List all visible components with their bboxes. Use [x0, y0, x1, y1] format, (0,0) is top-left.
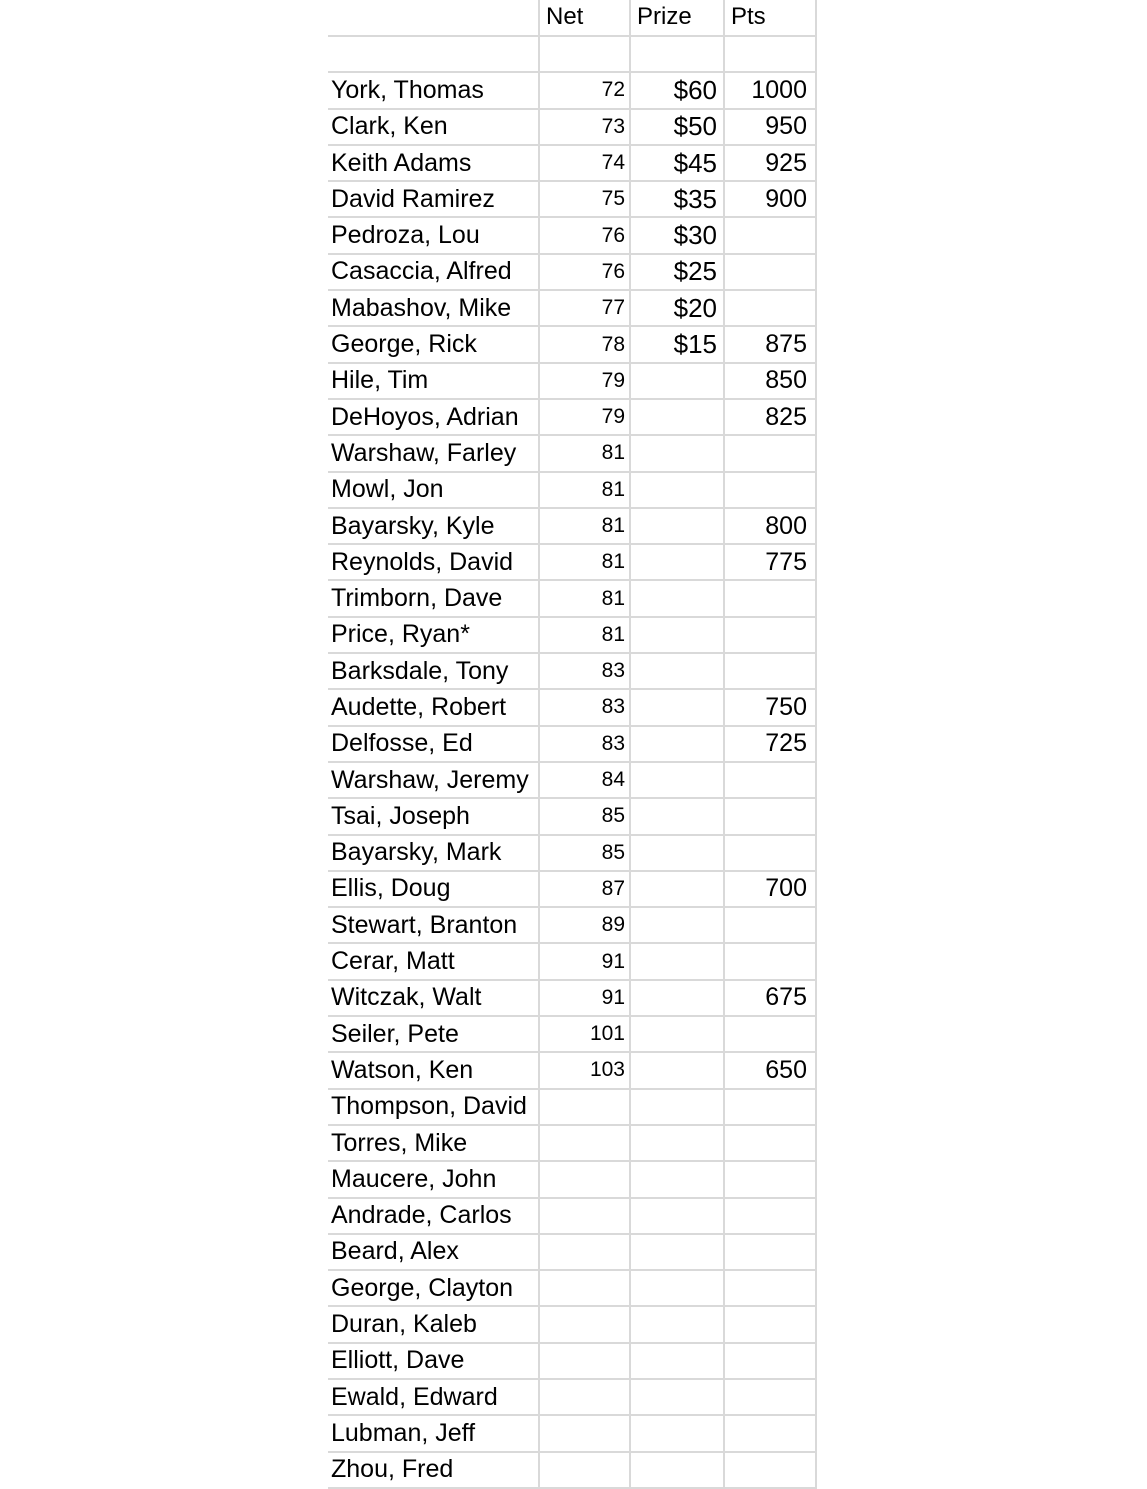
name-cell[interactable]: Maucere, John [328, 1161, 539, 1197]
table-row [328, 363, 816, 399]
net-cell[interactable]: 83 [539, 689, 630, 725]
pts-cell[interactable] [724, 1089, 816, 1125]
prize-cell[interactable] [630, 907, 724, 943]
net-cell[interactable]: 76 [539, 217, 630, 253]
name-cell[interactable]: Ewald, Edward [328, 1379, 539, 1415]
prize-cell[interactable] [630, 1198, 724, 1234]
header-prize[interactable]: Prize [630, 0, 724, 36]
name-cell[interactable]: Pedroza, Lou [328, 217, 539, 253]
table-row [328, 254, 816, 290]
pts-cell[interactable] [724, 1452, 816, 1488]
prize-cell[interactable] [630, 399, 724, 435]
pts-cell[interactable] [724, 1161, 816, 1197]
pts-cell[interactable] [724, 1198, 816, 1234]
table-row [328, 1198, 816, 1234]
net-cell[interactable]: 84 [539, 762, 630, 798]
table-row [328, 762, 816, 798]
pts-cell[interactable]: 775 [724, 544, 816, 580]
prize-cell[interactable]: $30 [630, 217, 724, 253]
table-row [328, 580, 816, 616]
header-pts[interactable]: Pts [724, 0, 816, 36]
prize-cell[interactable]: $60 [630, 72, 724, 108]
prize-cell[interactable]: $15 [630, 326, 724, 362]
prize-cell[interactable]: $20 [630, 290, 724, 326]
table-row [328, 871, 816, 907]
pts-cell[interactable]: 1000 [724, 72, 816, 108]
pts-cell[interactable] [724, 1270, 816, 1306]
table-row [328, 1016, 816, 1052]
table-row [328, 907, 816, 943]
table-row [328, 943, 816, 979]
pts-cell[interactable] [724, 254, 816, 290]
prize-cell[interactable] [630, 1234, 724, 1270]
pts-cell[interactable]: 825 [724, 399, 816, 435]
net-cell[interactable] [539, 1089, 630, 1125]
pts-cell[interactable] [724, 617, 816, 653]
table-row [328, 1234, 816, 1270]
pts-cell[interactable] [724, 580, 816, 616]
pts-cell[interactable] [724, 290, 816, 326]
pts-cell[interactable]: 750 [724, 689, 816, 725]
net-cell[interactable]: 81 [539, 580, 630, 616]
net-cell[interactable]: 75 [539, 181, 630, 217]
net-cell[interactable]: 103 [539, 1052, 630, 1088]
table-row [328, 1452, 816, 1488]
prize-cell[interactable] [630, 1452, 724, 1488]
pts-cell[interactable] [724, 1415, 816, 1451]
net-cell[interactable]: 81 [539, 544, 630, 580]
prize-cell[interactable] [630, 1306, 724, 1342]
net-cell[interactable]: 101 [539, 1016, 630, 1052]
pts-cell[interactable]: 700 [724, 871, 816, 907]
table-row [328, 181, 816, 217]
net-cell[interactable]: 78 [539, 326, 630, 362]
prize-cell[interactable] [630, 1270, 724, 1306]
name-cell[interactable]: Ellis, Doug [328, 871, 539, 907]
net-cell[interactable]: 79 [539, 363, 630, 399]
pts-cell[interactable] [724, 1343, 816, 1379]
net-cell[interactable] [539, 1125, 630, 1161]
prize-cell[interactable] [630, 580, 724, 616]
table-row [328, 1343, 816, 1379]
table-row [328, 835, 816, 871]
results-table [328, 0, 817, 1489]
table-row [328, 1306, 816, 1342]
prize-cell[interactable] [630, 435, 724, 471]
header-name[interactable] [328, 0, 539, 36]
pts-cell[interactable]: 950 [724, 109, 816, 145]
name-cell[interactable]: Beard, Alex [328, 1234, 539, 1270]
pts-cell[interactable]: 900 [724, 181, 816, 217]
prize-cell[interactable] [630, 798, 724, 834]
pts-cell[interactable]: 875 [724, 326, 816, 362]
name-cell[interactable]: Seiler, Pete [328, 1016, 539, 1052]
net-cell[interactable] [539, 1306, 630, 1342]
pts-cell[interactable]: 725 [724, 726, 816, 762]
results-sheet [328, 0, 816, 1489]
table-row [328, 689, 816, 725]
table-row [328, 508, 816, 544]
name-cell[interactable]: Torres, Mike [328, 1125, 539, 1161]
name-cell[interactable]: Reynolds, David [328, 544, 539, 580]
pts-cell[interactable] [724, 1234, 816, 1270]
table-row [328, 1270, 816, 1306]
net-cell[interactable]: 91 [539, 943, 630, 979]
table-row [328, 109, 816, 145]
pts-cell[interactable] [724, 1125, 816, 1161]
prize-cell[interactable] [630, 653, 724, 689]
pts-cell[interactable] [724, 435, 816, 471]
header-row [328, 0, 816, 36]
name-cell[interactable]: George, Rick [328, 326, 539, 362]
net-cell[interactable] [539, 1161, 630, 1197]
name-cell[interactable]: Witczak, Walt [328, 980, 539, 1016]
pts-cell[interactable] [724, 1016, 816, 1052]
name-cell[interactable]: George, Clayton [328, 1270, 539, 1306]
table-row [328, 980, 816, 1016]
name-cell[interactable]: Andrade, Carlos [328, 1198, 539, 1234]
table-row [328, 798, 816, 834]
net-cell[interactable] [539, 1198, 630, 1234]
prize-cell[interactable] [630, 726, 724, 762]
name-cell[interactable]: Mowl, Jon [328, 472, 539, 508]
name-cell[interactable]: Lubman, Jeff [328, 1415, 539, 1451]
name-cell[interactable]: Bayarsky, Kyle [328, 508, 539, 544]
pts-cell[interactable] [724, 943, 816, 979]
table-row [328, 1379, 816, 1415]
name-cell[interactable]: Bayarsky, Mark [328, 835, 539, 871]
net-cell[interactable]: 81 [539, 435, 630, 471]
net-cell[interactable]: 85 [539, 798, 630, 834]
prize-cell[interactable] [630, 1089, 724, 1125]
name-cell[interactable]: Warshaw, Farley [328, 435, 539, 471]
name-cell[interactable]: Delfosse, Ed [328, 726, 539, 762]
table-row [328, 72, 816, 108]
pts-cell[interactable] [724, 1306, 816, 1342]
prize-cell[interactable] [630, 762, 724, 798]
prize-cell[interactable] [630, 689, 724, 725]
net-cell[interactable]: 72 [539, 72, 630, 108]
empty-cell[interactable] [539, 36, 630, 72]
table-row [328, 653, 816, 689]
net-cell[interactable]: 73 [539, 109, 630, 145]
table-row [328, 617, 816, 653]
name-cell[interactable]: Cerar, Matt [328, 943, 539, 979]
net-cell[interactable] [539, 1343, 630, 1379]
header-net[interactable]: Net [539, 0, 630, 36]
prize-cell[interactable] [630, 1379, 724, 1415]
pts-cell[interactable] [724, 907, 816, 943]
pts-cell[interactable]: 925 [724, 145, 816, 181]
prize-cell[interactable] [630, 980, 724, 1016]
pts-cell[interactable]: 850 [724, 363, 816, 399]
name-cell[interactable]: Barksdale, Tony [328, 653, 539, 689]
table-row [328, 1415, 816, 1451]
table-row [328, 399, 816, 435]
name-cell[interactable]: Elliott, Dave [328, 1343, 539, 1379]
pts-cell[interactable] [724, 217, 816, 253]
net-cell[interactable]: 81 [539, 617, 630, 653]
net-cell[interactable]: 74 [539, 145, 630, 181]
prize-cell[interactable] [630, 472, 724, 508]
net-cell[interactable]: 81 [539, 508, 630, 544]
name-cell[interactable]: Hile, Tim [328, 363, 539, 399]
name-cell[interactable]: DeHoyos, Adrian [328, 399, 539, 435]
empty-cell[interactable] [328, 36, 539, 72]
table-row [328, 326, 816, 362]
name-cell[interactable]: Thompson, David [328, 1089, 539, 1125]
name-cell[interactable]: Clark, Ken [328, 109, 539, 145]
table-row [328, 435, 816, 471]
empty-cell[interactable] [724, 36, 816, 72]
table-row [328, 1089, 816, 1125]
prize-cell[interactable] [630, 1161, 724, 1197]
name-cell[interactable]: Casaccia, Alfred [328, 254, 539, 290]
pts-cell[interactable] [724, 762, 816, 798]
prize-cell[interactable]: $50 [630, 109, 724, 145]
prize-cell[interactable]: $45 [630, 145, 724, 181]
prize-cell[interactable] [630, 1415, 724, 1451]
prize-cell[interactable] [630, 617, 724, 653]
name-cell[interactable]: York, Thomas [328, 72, 539, 108]
name-cell[interactable]: Stewart, Branton [328, 907, 539, 943]
pts-cell[interactable] [724, 472, 816, 508]
net-cell[interactable]: 77 [539, 290, 630, 326]
net-cell[interactable] [539, 1234, 630, 1270]
net-cell[interactable] [539, 1379, 630, 1415]
pts-cell[interactable] [724, 653, 816, 689]
net-cell[interactable]: 83 [539, 653, 630, 689]
name-cell[interactable]: Warshaw, Jeremy [328, 762, 539, 798]
name-cell[interactable]: David Ramirez [328, 181, 539, 217]
pts-cell[interactable]: 800 [724, 508, 816, 544]
pts-cell[interactable]: 650 [724, 1052, 816, 1088]
table-row [328, 145, 816, 181]
table-row [328, 1161, 816, 1197]
net-cell[interactable]: 89 [539, 907, 630, 943]
prize-cell[interactable]: $35 [630, 181, 724, 217]
table-row [328, 472, 816, 508]
pts-cell[interactable] [724, 1379, 816, 1415]
net-cell[interactable] [539, 1415, 630, 1451]
prize-cell[interactable] [630, 943, 724, 979]
spacer-row [328, 36, 816, 72]
empty-cell[interactable] [630, 36, 724, 72]
name-cell[interactable]: Audette, Robert [328, 689, 539, 725]
prize-cell[interactable] [630, 1052, 724, 1088]
net-cell[interactable]: 87 [539, 871, 630, 907]
prize-cell[interactable] [630, 835, 724, 871]
table-row [328, 544, 816, 580]
name-cell[interactable]: Mabashov, Mike [328, 290, 539, 326]
prize-cell[interactable]: $25 [630, 254, 724, 290]
name-cell[interactable]: Zhou, Fred [328, 1452, 539, 1488]
name-cell[interactable]: Trimborn, Dave [328, 580, 539, 616]
name-cell[interactable]: Keith Adams [328, 145, 539, 181]
net-cell[interactable]: 83 [539, 726, 630, 762]
prize-cell[interactable] [630, 544, 724, 580]
name-cell[interactable]: Tsai, Joseph [328, 798, 539, 834]
net-cell[interactable]: 76 [539, 254, 630, 290]
prize-cell[interactable] [630, 1125, 724, 1161]
net-cell[interactable]: 91 [539, 980, 630, 1016]
prize-cell[interactable] [630, 1343, 724, 1379]
table-row [328, 726, 816, 762]
pts-cell[interactable] [724, 798, 816, 834]
table-row [328, 1052, 816, 1088]
net-cell[interactable] [539, 1270, 630, 1306]
prize-cell[interactable] [630, 363, 724, 399]
name-cell[interactable]: Price, Ryan* [328, 617, 539, 653]
net-cell[interactable]: 81 [539, 472, 630, 508]
net-cell[interactable] [539, 1452, 630, 1488]
net-cell[interactable]: 85 [539, 835, 630, 871]
prize-cell[interactable] [630, 1016, 724, 1052]
name-cell[interactable]: Duran, Kaleb [328, 1306, 539, 1342]
name-cell[interactable]: Watson, Ken [328, 1052, 539, 1088]
pts-cell[interactable]: 675 [724, 980, 816, 1016]
table-row [328, 1125, 816, 1161]
table-row [328, 217, 816, 253]
net-cell[interactable]: 79 [539, 399, 630, 435]
table-row [328, 290, 816, 326]
prize-cell[interactable] [630, 871, 724, 907]
pts-cell[interactable] [724, 835, 816, 871]
prize-cell[interactable] [630, 508, 724, 544]
